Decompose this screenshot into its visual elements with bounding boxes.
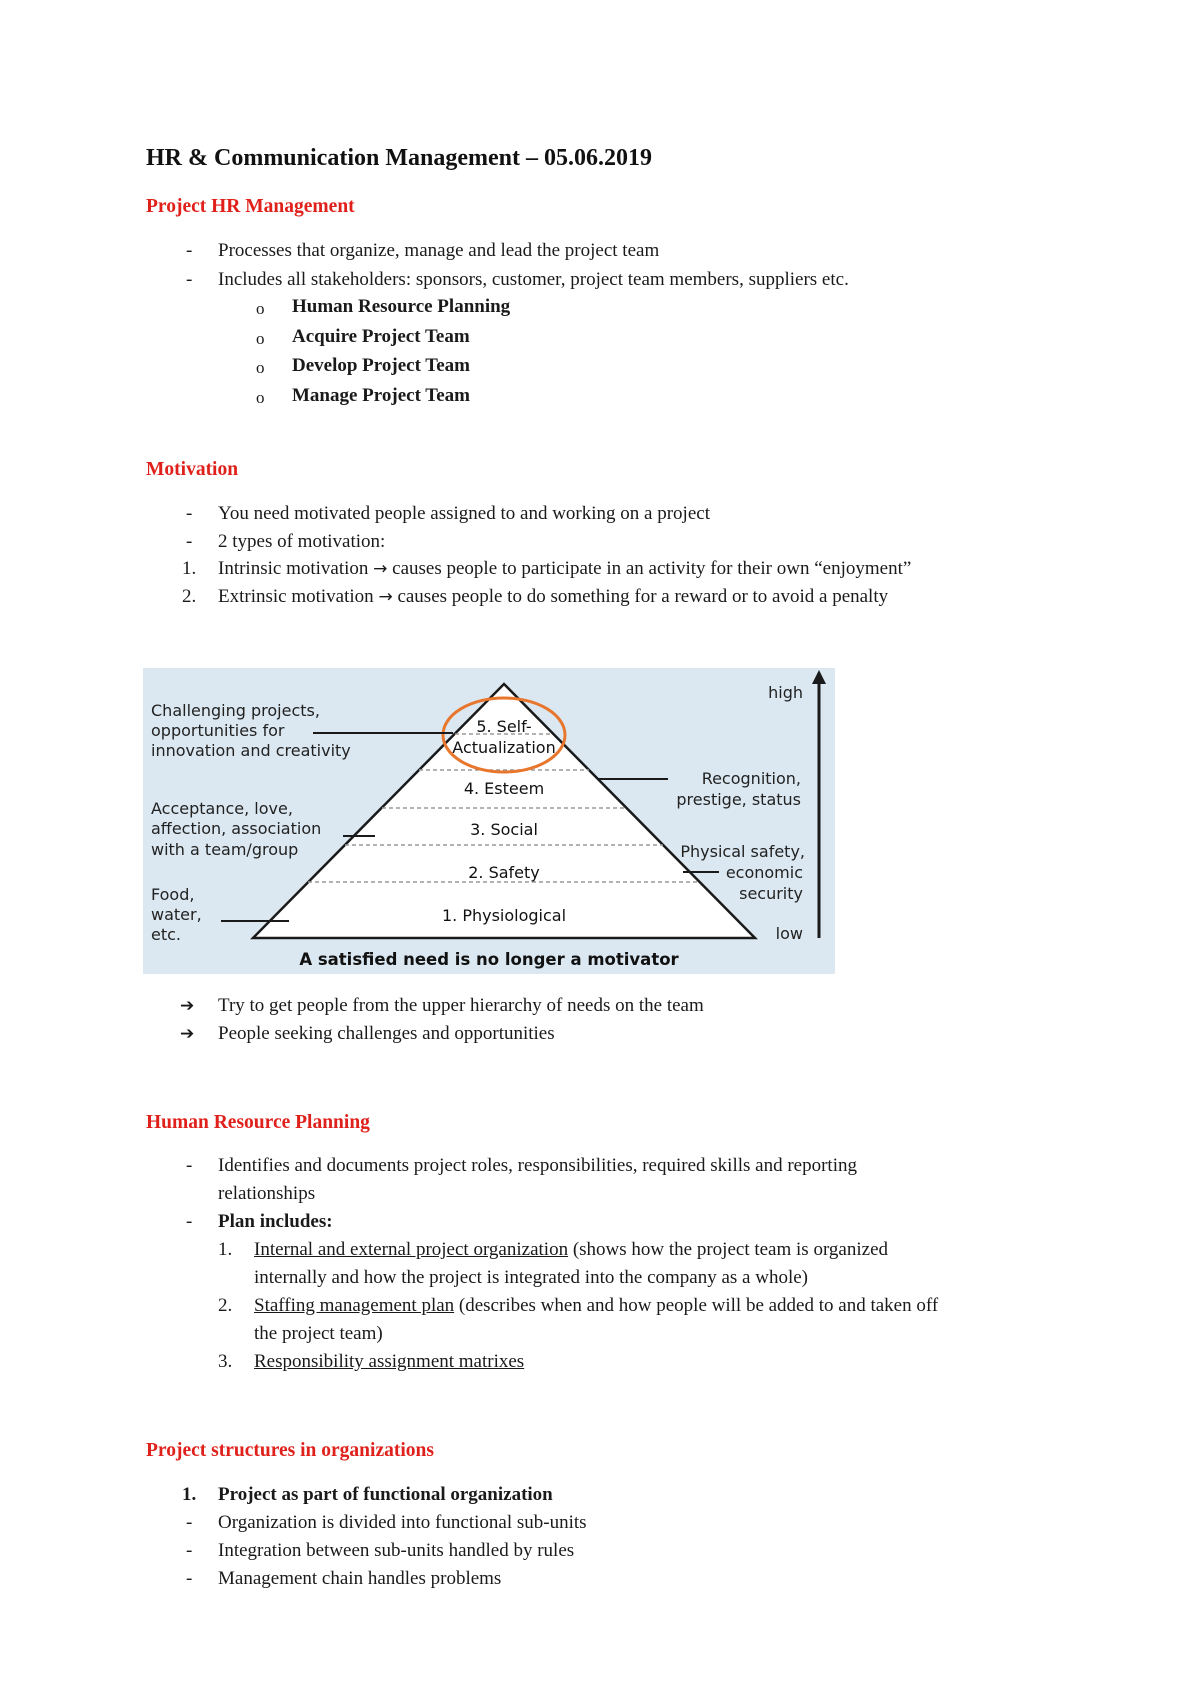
arrow-bullet-icon: ➔ bbox=[180, 996, 195, 1016]
motivation-term: Extrinsic motivation bbox=[218, 586, 374, 607]
dash-bullet: - bbox=[186, 240, 193, 261]
list-number: 1. bbox=[218, 1239, 233, 1260]
self-label-line2: opportunities for bbox=[151, 721, 285, 740]
numbered-item bbox=[218, 558, 911, 580]
list-item: Integration between sub-units handled by rules bbox=[218, 1540, 575, 1561]
circle-bullet: o bbox=[256, 299, 265, 318]
item-description: (shows how the project team is organized bbox=[568, 1239, 889, 1260]
dash-bullet: - bbox=[186, 531, 193, 552]
high-label: high bbox=[768, 683, 803, 702]
level-1-label: 1. Physiological bbox=[441, 906, 567, 925]
phys-label-line1: Food, bbox=[151, 885, 195, 904]
motivation-text: causes people to do something for a reward or to avoid a penalty bbox=[397, 586, 889, 607]
level-2-label: 2. Safety bbox=[468, 863, 540, 882]
list-item: Management chain handles problems bbox=[218, 1568, 502, 1589]
esteem-label-line2: prestige, status bbox=[676, 790, 801, 809]
safety-label-line2: economic bbox=[725, 863, 803, 882]
dash-bullet: - bbox=[186, 1512, 193, 1533]
list-item: Processes that organize, manage and lead the project team bbox=[218, 240, 660, 261]
list-item-line1: Identifies and documents project roles, responsibilities, required skills and reporting bbox=[218, 1155, 857, 1176]
sub-item: Manage Project Team bbox=[292, 385, 470, 406]
right-arrow-icon: → bbox=[373, 559, 388, 579]
dash-bullet: - bbox=[186, 1540, 193, 1561]
list-number: 1. bbox=[182, 558, 197, 579]
circle-bullet: o bbox=[256, 329, 265, 348]
motivation-term: Intrinsic motivation bbox=[218, 558, 369, 579]
section-heading-hr-planning: Human Resource Planning bbox=[146, 1112, 370, 1133]
section-heading-structures: Project structures in organizations bbox=[146, 1440, 434, 1461]
list-number: 1. bbox=[182, 1484, 197, 1505]
list-item: 2 types of motivation: bbox=[218, 531, 386, 552]
page-title: HR & Communication Management – 05.06.2019 bbox=[146, 145, 652, 171]
list-number: 3. bbox=[218, 1351, 233, 1372]
numbered-item bbox=[254, 1239, 888, 1261]
underlined-term: Internal and external project organization bbox=[254, 1239, 569, 1260]
list-number: 2. bbox=[218, 1295, 233, 1316]
social-label-line3: with a team/group bbox=[151, 840, 299, 859]
circle-bullet: o bbox=[256, 388, 265, 407]
numbered-item-line2: the project team) bbox=[254, 1323, 383, 1344]
social-label-line2: affection, association bbox=[151, 819, 322, 838]
safety-label-line1: Physical safety, bbox=[680, 842, 805, 861]
underlined-term: Staffing management plan bbox=[254, 1295, 455, 1316]
plan-includes-label: Plan includes: bbox=[218, 1211, 333, 1232]
numbered-item bbox=[254, 1295, 938, 1317]
section-heading-motivation: Motivation bbox=[146, 459, 239, 480]
structure-title: Project as part of functional organization bbox=[218, 1484, 553, 1505]
level-3-label: 3. Social bbox=[470, 820, 538, 839]
level-5-label-line2: Actualization bbox=[452, 738, 556, 757]
list-item: Organization is divided into functional sub-units bbox=[218, 1512, 587, 1533]
esteem-label-line1: Recognition, bbox=[701, 769, 801, 788]
maslow-pyramid-figure bbox=[143, 668, 835, 974]
circle-bullet: o bbox=[256, 358, 265, 377]
sub-item: Human Resource Planning bbox=[292, 296, 511, 317]
list-item: You need motivated people assigned to and working on a project bbox=[218, 503, 710, 524]
list-item-line2: relationships bbox=[218, 1183, 316, 1204]
section-heading-hr-management: Project HR Management bbox=[146, 196, 355, 217]
arrow-bullet-icon: ➔ bbox=[180, 1024, 195, 1044]
underlined-term: Responsibility assignment matrixes bbox=[254, 1351, 525, 1372]
social-label-line1: Acceptance, love, bbox=[151, 799, 293, 818]
dash-bullet: - bbox=[186, 1568, 193, 1589]
dash-bullet: - bbox=[186, 269, 193, 290]
low-label: low bbox=[775, 924, 803, 943]
arrow-list-item: People seeking challenges and opportunities bbox=[218, 1023, 555, 1044]
self-label-line3: innovation and creativity bbox=[151, 741, 351, 760]
numbered-item bbox=[254, 1351, 524, 1373]
phys-label-line2: water, bbox=[151, 905, 202, 924]
figure-caption: A satisfied need is no longer a motivator bbox=[299, 950, 679, 969]
dash-bullet: - bbox=[186, 503, 193, 524]
motivation-text: causes people to participate in an activity for their own “enjoyment” bbox=[392, 558, 912, 579]
self-label-line1: Challenging projects, bbox=[151, 701, 320, 720]
level-5-label-line1: 5. Self- bbox=[476, 717, 532, 736]
numbered-item-line2: internally and how the project is integrated into the company as a whole) bbox=[254, 1267, 808, 1288]
sub-item: Develop Project Team bbox=[292, 355, 470, 376]
list-number: 2. bbox=[182, 586, 197, 607]
dash-bullet: - bbox=[186, 1211, 193, 1232]
list-item: Includes all stakeholders: sponsors, customer, project team members, suppliers etc. bbox=[218, 269, 849, 290]
right-arrow-icon: → bbox=[378, 587, 393, 607]
item-description: (describes when and how people will be added to and taken off bbox=[454, 1295, 939, 1316]
phys-label-line3: etc. bbox=[151, 925, 181, 944]
sub-item: Acquire Project Team bbox=[292, 326, 470, 347]
dash-bullet: - bbox=[186, 1155, 193, 1176]
level-4-label: 4. Esteem bbox=[463, 779, 545, 798]
numbered-item bbox=[218, 586, 888, 608]
safety-label-line3: security bbox=[739, 884, 803, 903]
arrow-list-item: Try to get people from the upper hierarchy of needs on the team bbox=[218, 995, 704, 1016]
